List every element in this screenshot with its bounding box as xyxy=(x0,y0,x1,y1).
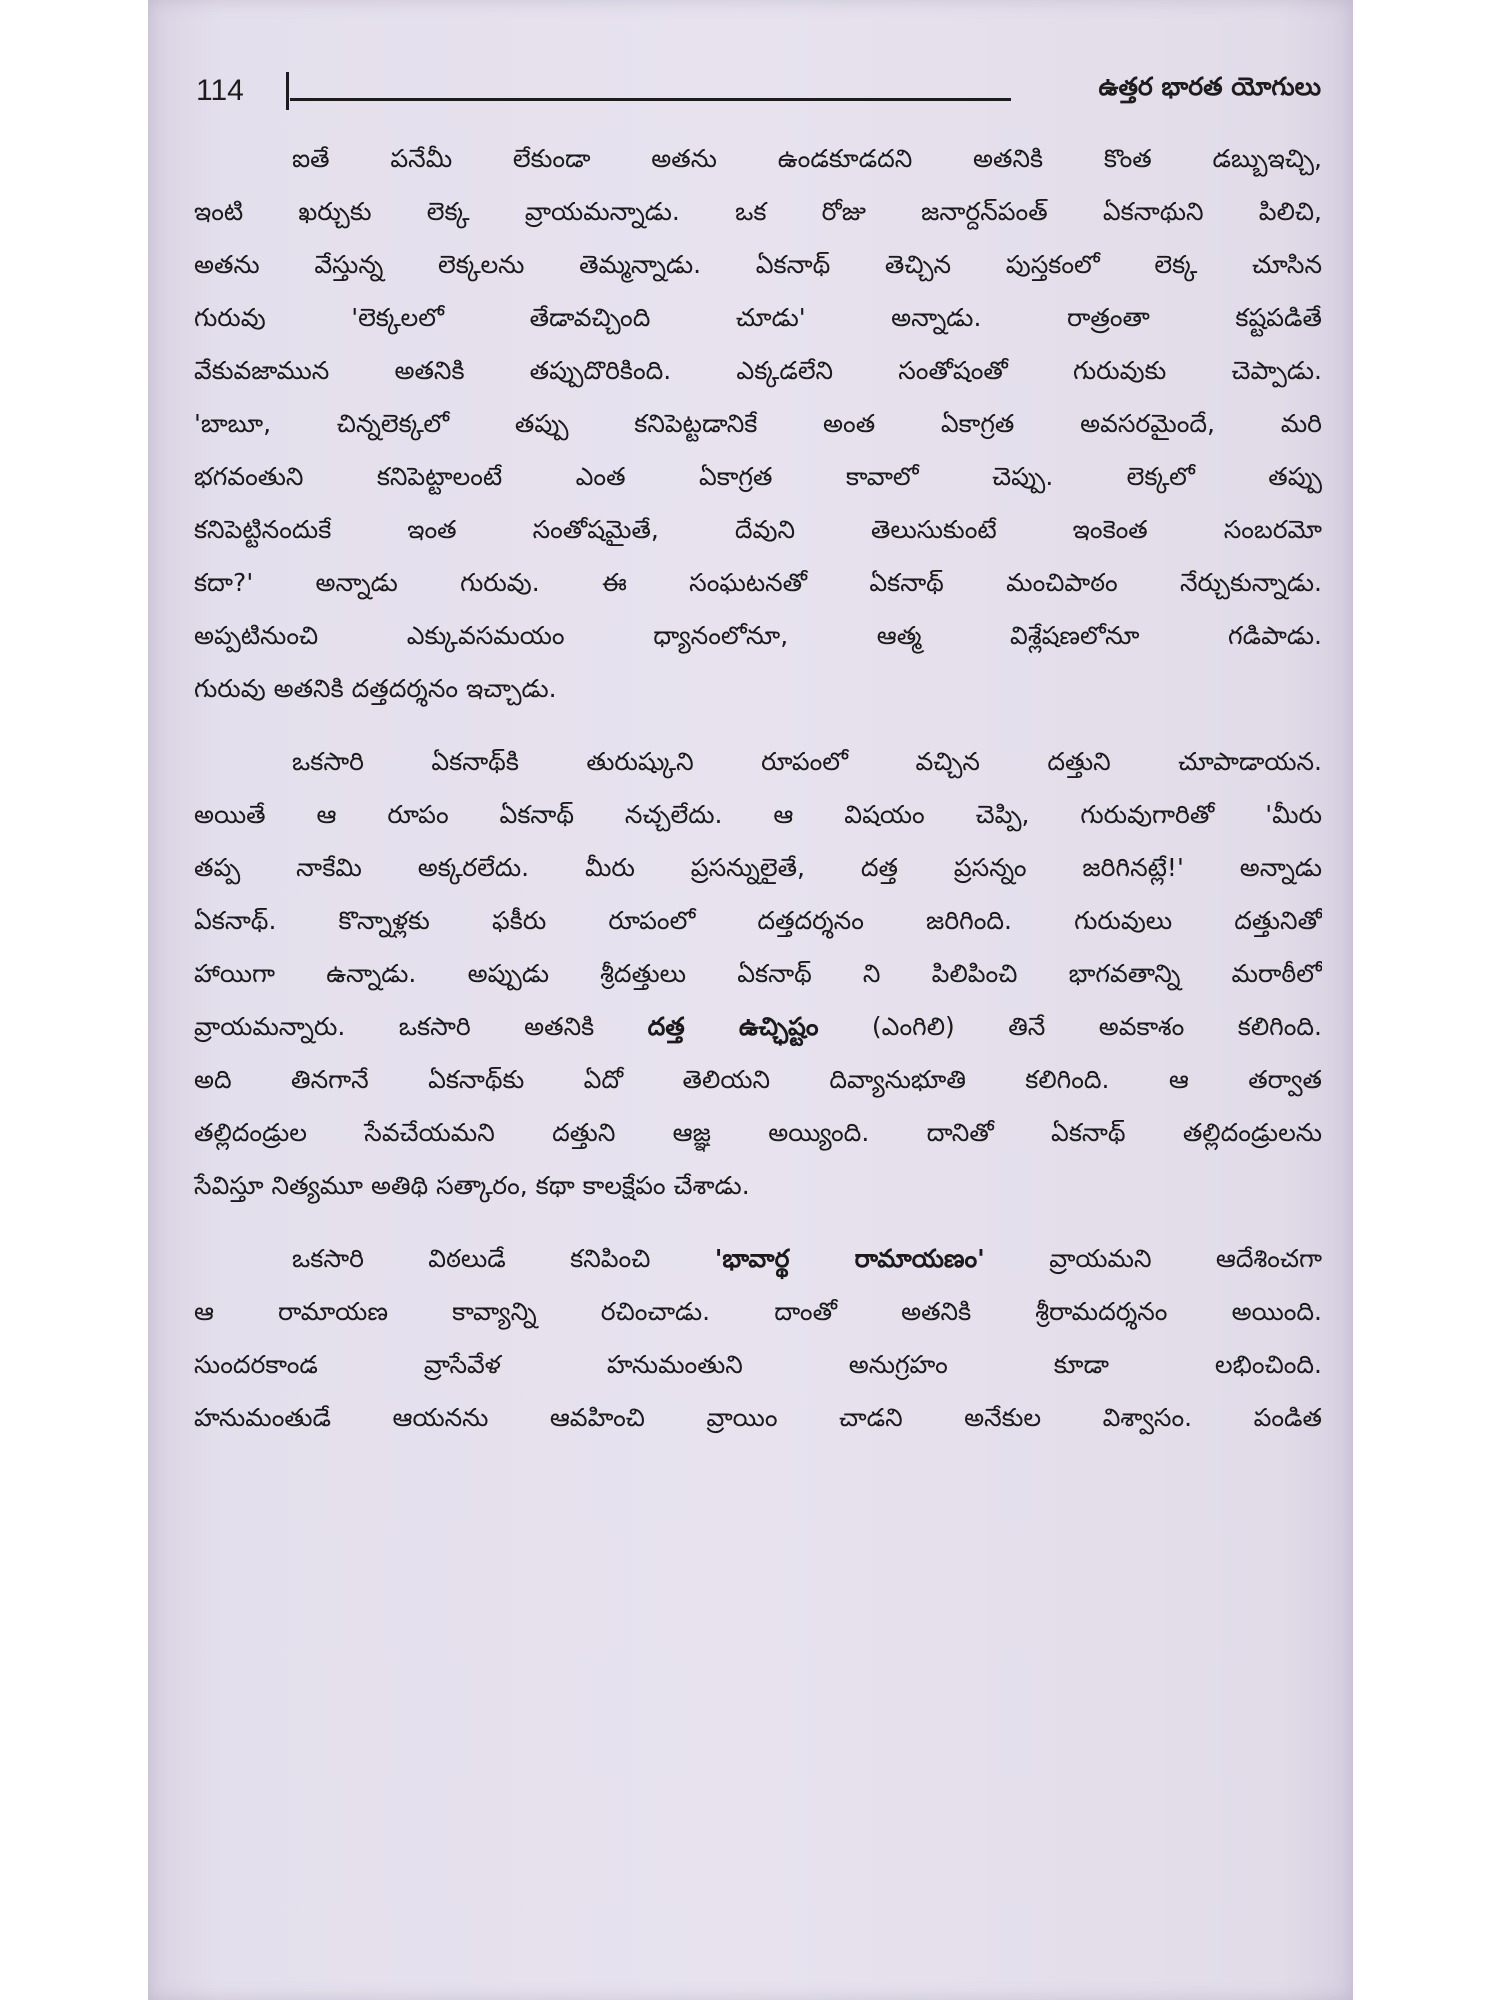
header-vertical-bar xyxy=(286,72,289,110)
page-header xyxy=(196,72,1321,116)
text-line: ఆ రామాయణ కావ్యాన్ని రచించాడు. దాంతో అతనికి శ్రీరామదర్శనం అయింది. xyxy=(194,1297,1322,1326)
line-end: (ఎంగిలి) తినే అవకాశం కలిగింది. xyxy=(818,1012,1322,1041)
text-line: ఐతే పనేమీ లేకుండా అతను ఉండకూడదని అతనికి కొంత డబ్బుఇచ్చి, xyxy=(292,144,1322,173)
text-line: గురువు 'లెక్కలలో తేడావచ్చింది చూడు' అన్నాడు. రాత్రంతా కష్టపడితే xyxy=(194,303,1322,332)
book-page xyxy=(148,0,1353,2000)
paragraph-3 xyxy=(194,1232,1322,1444)
line-start: వ్రాయమన్నారు. ఒకసారి అతనికి xyxy=(194,1012,648,1041)
text-line-with-bold xyxy=(194,1000,1322,1053)
text-line: హనుమంతుడే ఆయనను ఆవహించి వ్రాయిం చాడని అనేకుల విశ్వాసం. పండిత xyxy=(194,1403,1322,1432)
text-line: ఇంటి ఖర్చుకు లెక్క వ్రాయమన్నాడు. ఒక రోజు జనార్దన్‌పంత్ ఏకనాథుని పిలిచి, xyxy=(194,197,1322,226)
text-line: భగవంతుని కనిపెట్టాలంటే ఎంత ఏకాగ్రత కావాలో చెప్పు. లెక్కలో తప్పు xyxy=(194,462,1322,491)
text-line: ఒకసారి ఏకనాథ్‌కి తురుష్కుని రూపంలో వచ్చిన దత్తుని చూపాడాయన. xyxy=(292,747,1322,776)
body-text xyxy=(194,132,1322,1444)
text-line: కనిపెట్టినందుకే ఇంత సంతోషమైతే, దేవుని తెలుసుకుంటే ఇంకెంత సంబరమో xyxy=(194,515,1322,544)
text-line: వేకువజామున అతనికి తప్పుదొరికింది. ఎక్కడలేని సంతోషంతో గురువుకు చెప్పాడు. xyxy=(194,356,1322,385)
text-line: హాయిగా ఉన్నాడు. అప్పుడు శ్రీదత్తులు ఏకనాథ్ ని పిలిపించి భాగవతాన్ని మరాఠీలో xyxy=(194,959,1322,988)
line-start: ఒకసారి విఠలుడే కనిపించి xyxy=(292,1244,715,1273)
text-line: తప్ప నాకేమి అక్కరలేదు. మీరు ప్రసన్నులైతే, దత్త ప్రసన్నం జరిగినట్లే!' అన్నాడు xyxy=(194,853,1322,882)
text-line: 'బాబూ, చిన్నలెక్కలో తప్పు కనిపెట్టడానికే అంత ఏకాగ్రత అవసరమైందే, మరి xyxy=(194,409,1322,438)
line-end: వ్రాయమని ఆదేశించగా xyxy=(984,1244,1322,1273)
text-line: అది తినగానే ఏకనాథ్‌కు ఏదో తెలియని దివ్యానుభూతి కలిగింది. ఆ తర్వాత xyxy=(194,1065,1322,1094)
paragraph-gap xyxy=(194,715,1322,735)
bold-phrase: దత్త ఉచ్ఛిష్టం xyxy=(647,1012,819,1041)
text-line: గురువు అతనికి దత్తదర్శనం ఇచ్చాడు. xyxy=(194,674,557,703)
bold-phrase: 'భావార్థ రామాయణం' xyxy=(714,1244,985,1273)
header-rule xyxy=(290,98,1011,101)
running-title: ఉత్తర భారత యోగులు xyxy=(1098,72,1321,101)
paragraph-gap xyxy=(194,1212,1322,1232)
paragraph-1 xyxy=(194,132,1322,715)
text-line: అతను వేస్తున్న లెక్కలను తెమ్మన్నాడు. ఏకనాథ్ తెచ్చిన పుస్తకంలో లెక్క చూసిన xyxy=(194,250,1322,279)
text-line: ఏకనాథ్. కొన్నాళ్లకు ఫకీరు రూపంలో దత్తదర్శనం జరిగింది. గురువులు దత్తునితో xyxy=(194,906,1322,935)
text-line: కదా?' అన్నాడు గురువు. ఈ సంఘటనతో ఏకనాథ్ మంచిపాఠం నేర్చుకున్నాడు. xyxy=(194,568,1322,597)
page-number: 114 xyxy=(196,74,244,107)
text-line: సేవిస్తూ నిత్యమూ అతిథి సత్కారం, కథా కాలక్షేపం చేశాడు. xyxy=(194,1171,750,1200)
paragraph-2 xyxy=(194,735,1322,1212)
text-line: సుందరకాండ వ్రాసేవేళ హనుమంతుని అనుగ్రహం కూడా లభించింది. xyxy=(194,1350,1322,1379)
text-line: అప్పటినుంచి ఎక్కువసమయం ధ్యానంలోనూ, ఆత్మ విశ్లేషణలోనూ గడిపాడు. xyxy=(194,621,1322,650)
text-line-with-bold xyxy=(194,1232,1322,1285)
text-line: తల్లిదండ్రుల సేవచేయమని దత్తుని ఆజ్ఞ అయ్యింది. దానితో ఏకనాథ్ తల్లిదండ్రులను xyxy=(194,1118,1322,1147)
text-line: అయితే ఆ రూపం ఏకనాథ్ నచ్చలేదు. ఆ విషయం చెప్పి, గురువుగారితో 'మీరు xyxy=(194,800,1322,829)
